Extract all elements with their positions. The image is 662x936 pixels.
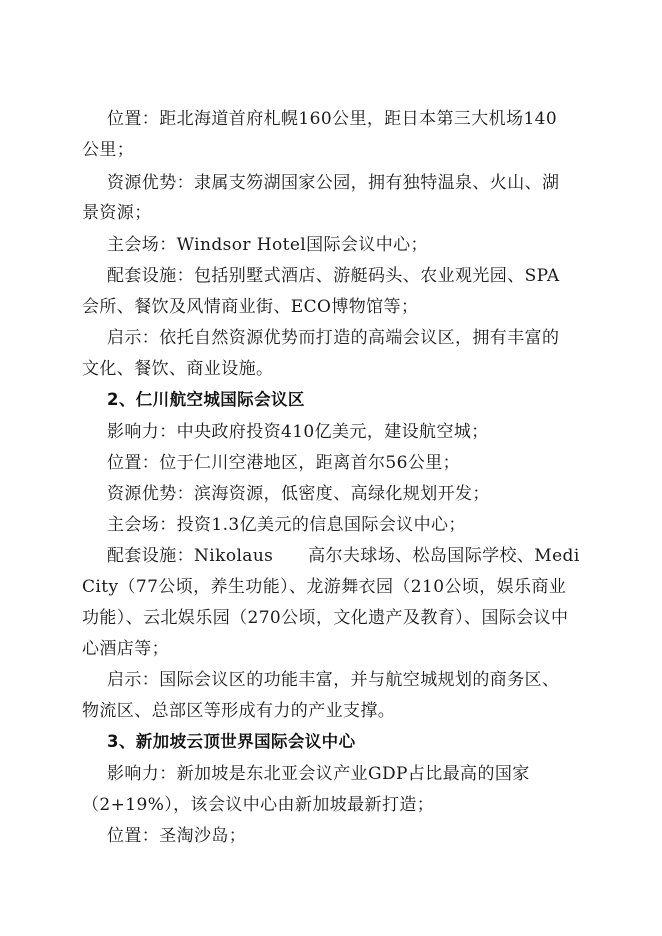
paragraph-resources-line-1: 资源优势：隶属支笏湖国家公园，拥有独特温泉、火山、湖 bbox=[107, 173, 560, 193]
paragraph-location-line-1: 位置：距北海道首府札幌160公里，距日本第三大机场140 bbox=[107, 109, 558, 129]
paragraph-location-line-2: 公里； bbox=[82, 140, 135, 160]
paragraph-facilities-line-4: 心酒店等； bbox=[82, 639, 169, 659]
paragraph-facilities-line-3: 功能）、云北娱乐园（270公顷，文化遗产及教育）、国际会议中 bbox=[82, 608, 569, 628]
paragraph-influence-line-1: 影响力：新加坡是东北亚会议产业GDP占比最高的国家 bbox=[107, 764, 530, 784]
paragraph-facilities-line-2: City（77公顷，养生功能）、龙游舞衣园（210公顷，娱乐商业 bbox=[82, 577, 567, 597]
paragraph-influence-line-2: （2+19%），该会议中心由新加坡最新打造； bbox=[82, 795, 435, 815]
paragraph-facilities-line-2: 会所、餐饮及风情商业街、ECO博物馆等； bbox=[82, 297, 419, 317]
section-heading-3: 3、新加坡云顶世界国际会议中心 bbox=[107, 732, 356, 751]
paragraph-influence: 影响力：中央政府投资410亿美元，建设航空城； bbox=[107, 422, 489, 442]
paragraph-insight-line-2: 物流区、总部区等形成有力的产业支撑。 bbox=[82, 701, 396, 721]
paragraph-resources-line-2: 景资源； bbox=[82, 203, 152, 223]
paragraph-insight-line-1: 启示：国际会议区的功能丰富，并与航空城规划的商务区、 bbox=[107, 670, 560, 690]
paragraph-insight-line-2: 文化、餐饮、商业设施。 bbox=[82, 359, 274, 379]
paragraph-facilities-line-1: 配套设施：包括别墅式酒店、游艇码头、农业观光园、SPA bbox=[107, 266, 560, 286]
paragraph-insight-line-1: 启示：依托自然资源优势而打造的高端会议区，拥有丰富的 bbox=[107, 328, 560, 348]
paragraph-location-3: 位置：圣淘沙岛； bbox=[107, 826, 247, 846]
paragraph-main-venue: 主会场：Windsor Hotel国际会议中心； bbox=[107, 235, 428, 255]
paragraph-location: 位置：位于仁川空港地区，距离首尔56公里； bbox=[107, 453, 461, 473]
paragraph-main-venue-2: 主会场：投资1.3亿美元的信息国际会议中心； bbox=[107, 515, 466, 535]
section-heading-2: 2、仁川航空城国际会议区 bbox=[107, 390, 305, 409]
paragraph-resources: 资源优势：滨海资源，低密度、高绿化规划开发； bbox=[107, 484, 490, 504]
paragraph-facilities-line-1: 配套设施：Nikolaus 高尔夫球场、松岛国际学校、Medi bbox=[107, 546, 580, 566]
